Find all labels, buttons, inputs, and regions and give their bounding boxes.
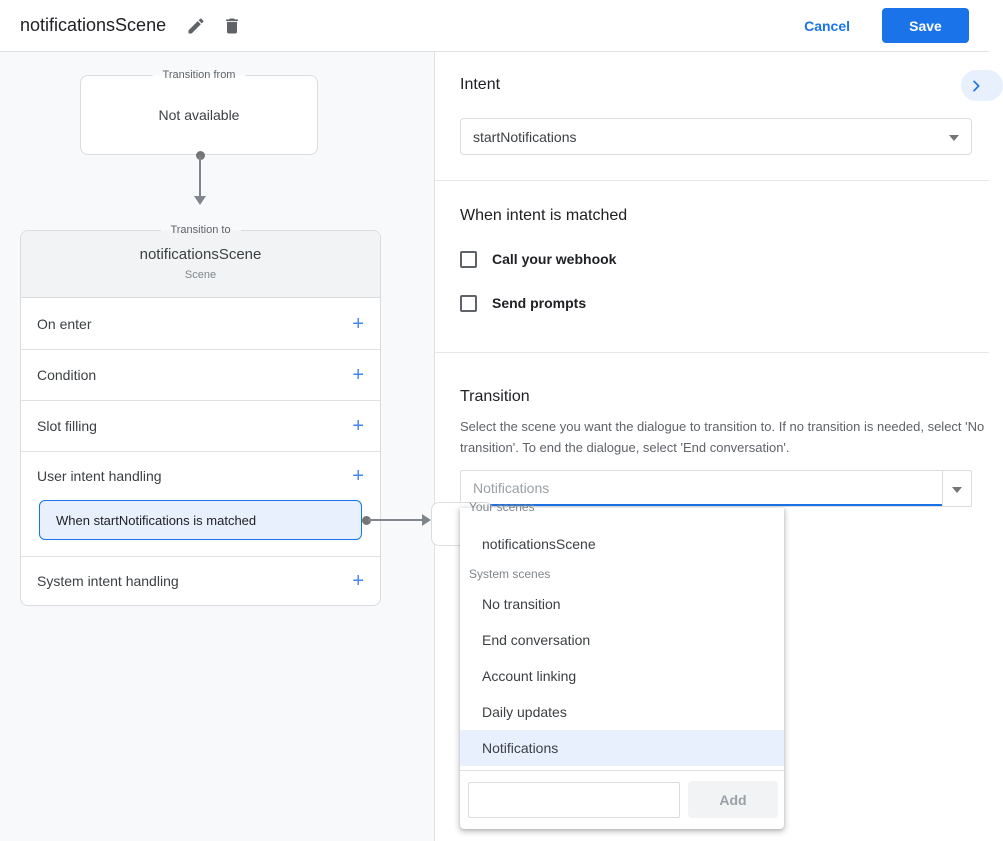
- call-webhook-checkbox[interactable]: [460, 251, 477, 268]
- page-title: notificationsScene: [20, 15, 167, 35]
- save-button[interactable]: Save: [882, 8, 969, 43]
- intent-section-title: Intent: [460, 76, 501, 93]
- collapse-panel-button[interactable]: [961, 70, 1003, 101]
- chip-connector-line: [368, 519, 423, 521]
- send-prompts-label: Send prompts: [492, 295, 587, 311]
- intent-editor-panel: [435, 52, 989, 841]
- add-on-enter-icon[interactable]: +: [352, 312, 364, 335]
- add-condition-icon[interactable]: +: [352, 364, 364, 386]
- scene-row-condition[interactable]: Condition +: [21, 349, 380, 400]
- chevron-right-icon: [968, 78, 984, 94]
- scene-diagram-canvas: [0, 52, 435, 841]
- dropdown-group-your-scenes: Your scenes: [469, 500, 535, 514]
- when-matched-title: When intent is matched: [460, 207, 628, 224]
- transition-from-legend: Transition from: [153, 68, 246, 83]
- dropdown-item-daily-updates[interactable]: Daily updates: [482, 704, 567, 720]
- add-system-intent-icon[interactable]: +: [352, 570, 364, 592]
- edit-pencil-icon[interactable]: [186, 16, 206, 36]
- dropdown-caret-icon: [952, 487, 962, 493]
- scene-card-title: notificationsScene: [139, 246, 262, 263]
- send-prompts-checkbox[interactable]: [460, 295, 477, 312]
- transition-combobox-arrow-button[interactable]: [942, 471, 971, 506]
- transition-section-title: Transition: [460, 388, 530, 405]
- scene-row-system-intent-handling[interactable]: System intent handling +: [21, 556, 380, 605]
- user-intent-handling-header[interactable]: User intent handling +: [37, 465, 364, 487]
- delete-trash-icon[interactable]: [222, 16, 242, 36]
- send-prompts-checkbox-row[interactable]: [460, 292, 586, 314]
- intent-select[interactable]: [460, 118, 972, 155]
- transition-combobox: [460, 470, 972, 507]
- scene-card: [20, 224, 381, 606]
- intent-handler-chip[interactable]: When startNotifications is matched: [39, 500, 362, 540]
- chip-connector-arrowhead: [422, 514, 431, 526]
- dropdown-item-no-transition[interactable]: No transition: [482, 596, 561, 612]
- scene-card-header: [21, 231, 380, 298]
- scene-row-slot-filling[interactable]: Slot filling +: [21, 400, 380, 451]
- top-bar: [0, 0, 989, 52]
- transition-description: Select the scene you want the dialogue to transition to. If no transition is needed, select 'No transition'. To end the dialogue, select 'End conversation'.: [460, 419, 985, 455]
- intent-select-value: startNotifications: [473, 128, 577, 145]
- transition-from-value: Not available: [158, 107, 240, 123]
- connector-line-vertical: [199, 156, 201, 197]
- dropdown-item-end-conversation[interactable]: End conversation: [482, 632, 591, 648]
- transition-dropdown-menu: [460, 500, 784, 829]
- dropdown-group-system-scenes: System scenes: [469, 567, 551, 581]
- dropdown-caret-icon: [949, 135, 959, 141]
- dropdown-item-notificationsScene[interactable]: notificationsScene: [482, 536, 596, 552]
- add-slot-filling-icon[interactable]: +: [352, 415, 364, 437]
- add-scene-button[interactable]: Add: [688, 781, 778, 818]
- scene-card-subtitle: Scene: [184, 269, 217, 281]
- section-divider: [435, 352, 989, 353]
- connector-arrowhead-down: [194, 196, 206, 205]
- section-divider: [435, 180, 989, 181]
- transition-to-legend: Transition to: [160, 223, 240, 238]
- call-webhook-checkbox-row[interactable]: [460, 248, 616, 270]
- scene-row-user-intent-handling: [21, 451, 380, 540]
- dropdown-item-notifications[interactable]: Notifications: [460, 730, 784, 766]
- cancel-button[interactable]: Cancel: [804, 17, 850, 34]
- call-webhook-label: Call your webhook: [492, 251, 617, 267]
- add-scene-input[interactable]: [468, 782, 680, 818]
- transition-from-box: [80, 69, 318, 155]
- transition-search-input[interactable]: [473, 480, 930, 496]
- dropdown-footer: [460, 771, 784, 828]
- dropdown-item-account-linking[interactable]: Account linking: [482, 668, 577, 684]
- scene-row-on-enter[interactable]: On enter +: [37, 312, 364, 335]
- add-user-intent-icon[interactable]: +: [352, 465, 364, 487]
